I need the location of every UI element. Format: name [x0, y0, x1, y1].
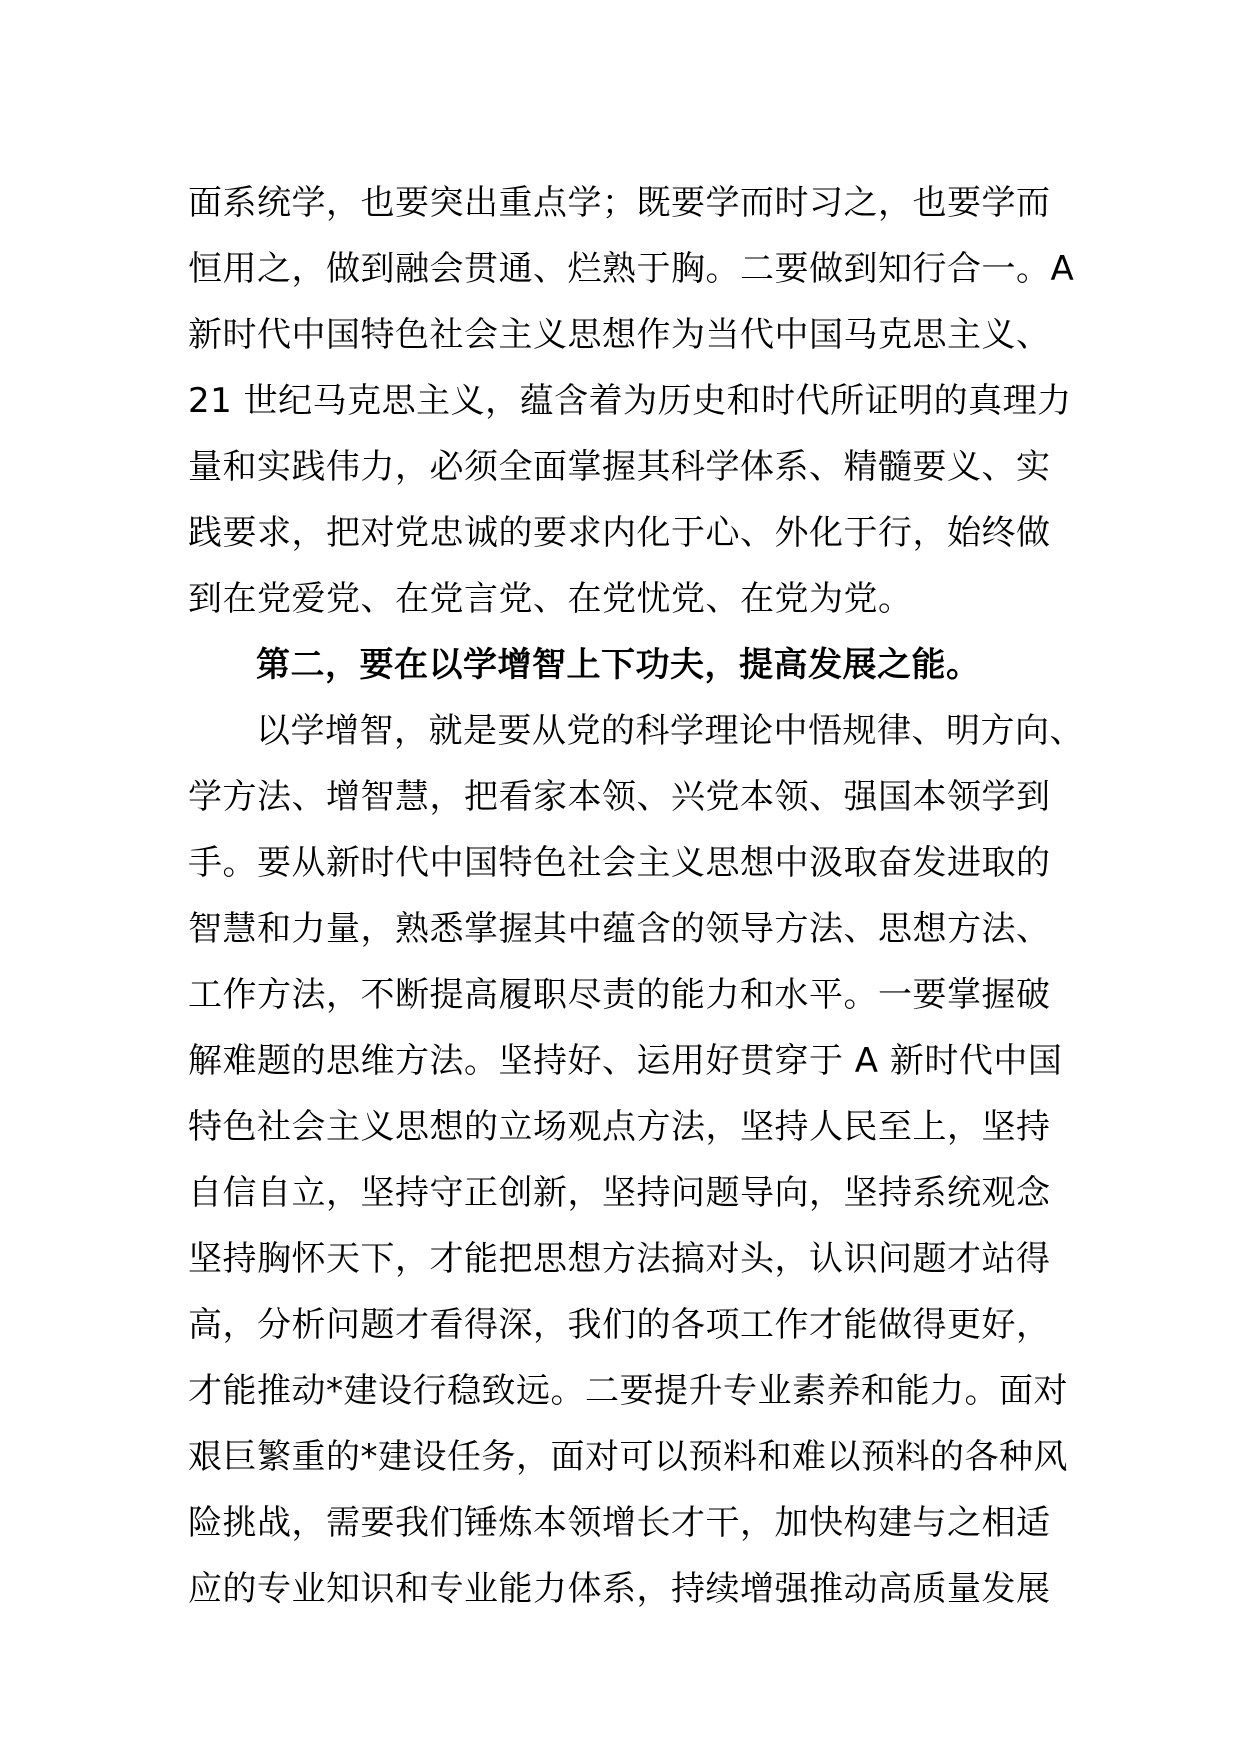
text-line: 量和实践伟力，必须全面掌握其科学体系、精髓要义、实 — [188, 447, 1051, 487]
text-line: 21 世纪马克思主义，蕴含着为历史和时代所证明的真理力 — [188, 381, 1072, 421]
text-line: 工作方法，不断提高履职尽责的能力和水平。一要掌握破 — [188, 975, 1051, 1015]
text-line: 恒用之，做到融会贯通、烂熟于胸。二要做到知行合一。A — [188, 249, 1075, 289]
text-line: 艰巨繁重的*建设任务，面对可以预料和难以预料的各种风 — [188, 1437, 1068, 1477]
text-line: 面系统学，也要突出重点学；既要学而时习之，也要学而 — [188, 183, 1051, 223]
document-body — [188, 170, 1084, 1622]
paragraph-first-line: 以学增智，就是要从党的科学理论中悟规律、明方向、 — [256, 711, 1084, 751]
text-line: 智慧和力量，熟悉掌握其中蕴含的领导方法、思想方法、 — [188, 909, 1051, 949]
text-line: 高，分析问题才看得深，我们的各项工作才能做得更好， — [188, 1305, 1051, 1345]
section-heading: 第二，要在以学增智上下功夫，提高发展之能。 — [256, 645, 981, 685]
text-line: 学方法、增智慧，把看家本领、兴党本领、强国本领学到 — [188, 777, 1051, 817]
text-line: 特色社会主义思想的立场观点方法，坚持人民至上，坚持 — [188, 1107, 1051, 1147]
text-line: 到在党爱党、在党言党、在党忧党、在党为党。 — [188, 579, 913, 619]
text-line: 坚持胸怀天下，才能把思想方法搞对头，认识问题才站得 — [188, 1239, 1051, 1279]
text-line: 新时代中国特色社会主义思想作为当代中国马克思主义、 — [188, 315, 1051, 355]
text-line: 践要求，把对党忠诚的要求内化于心、外化于行，始终做 — [188, 513, 1051, 553]
text-line: 才能推动*建设行稳致远。二要提升专业素养和能力。面对 — [188, 1371, 1068, 1411]
text-line: 应的专业知识和专业能力体系，持续增强推动高质量发展 — [188, 1569, 1051, 1609]
text-line: 险挑战，需要我们锤炼本领增长才干，加快构建与之相适 — [188, 1503, 1051, 1543]
text-line: 自信自立，坚持守正创新，坚持问题导向，坚持系统观念 — [188, 1173, 1051, 1213]
text-line: 手。要从新时代中国特色社会主义思想中汲取奋发进取的 — [188, 843, 1051, 883]
text-line: 解难题的思维方法。坚持好、运用好贯穿于 A 新时代中国 — [188, 1041, 1063, 1081]
